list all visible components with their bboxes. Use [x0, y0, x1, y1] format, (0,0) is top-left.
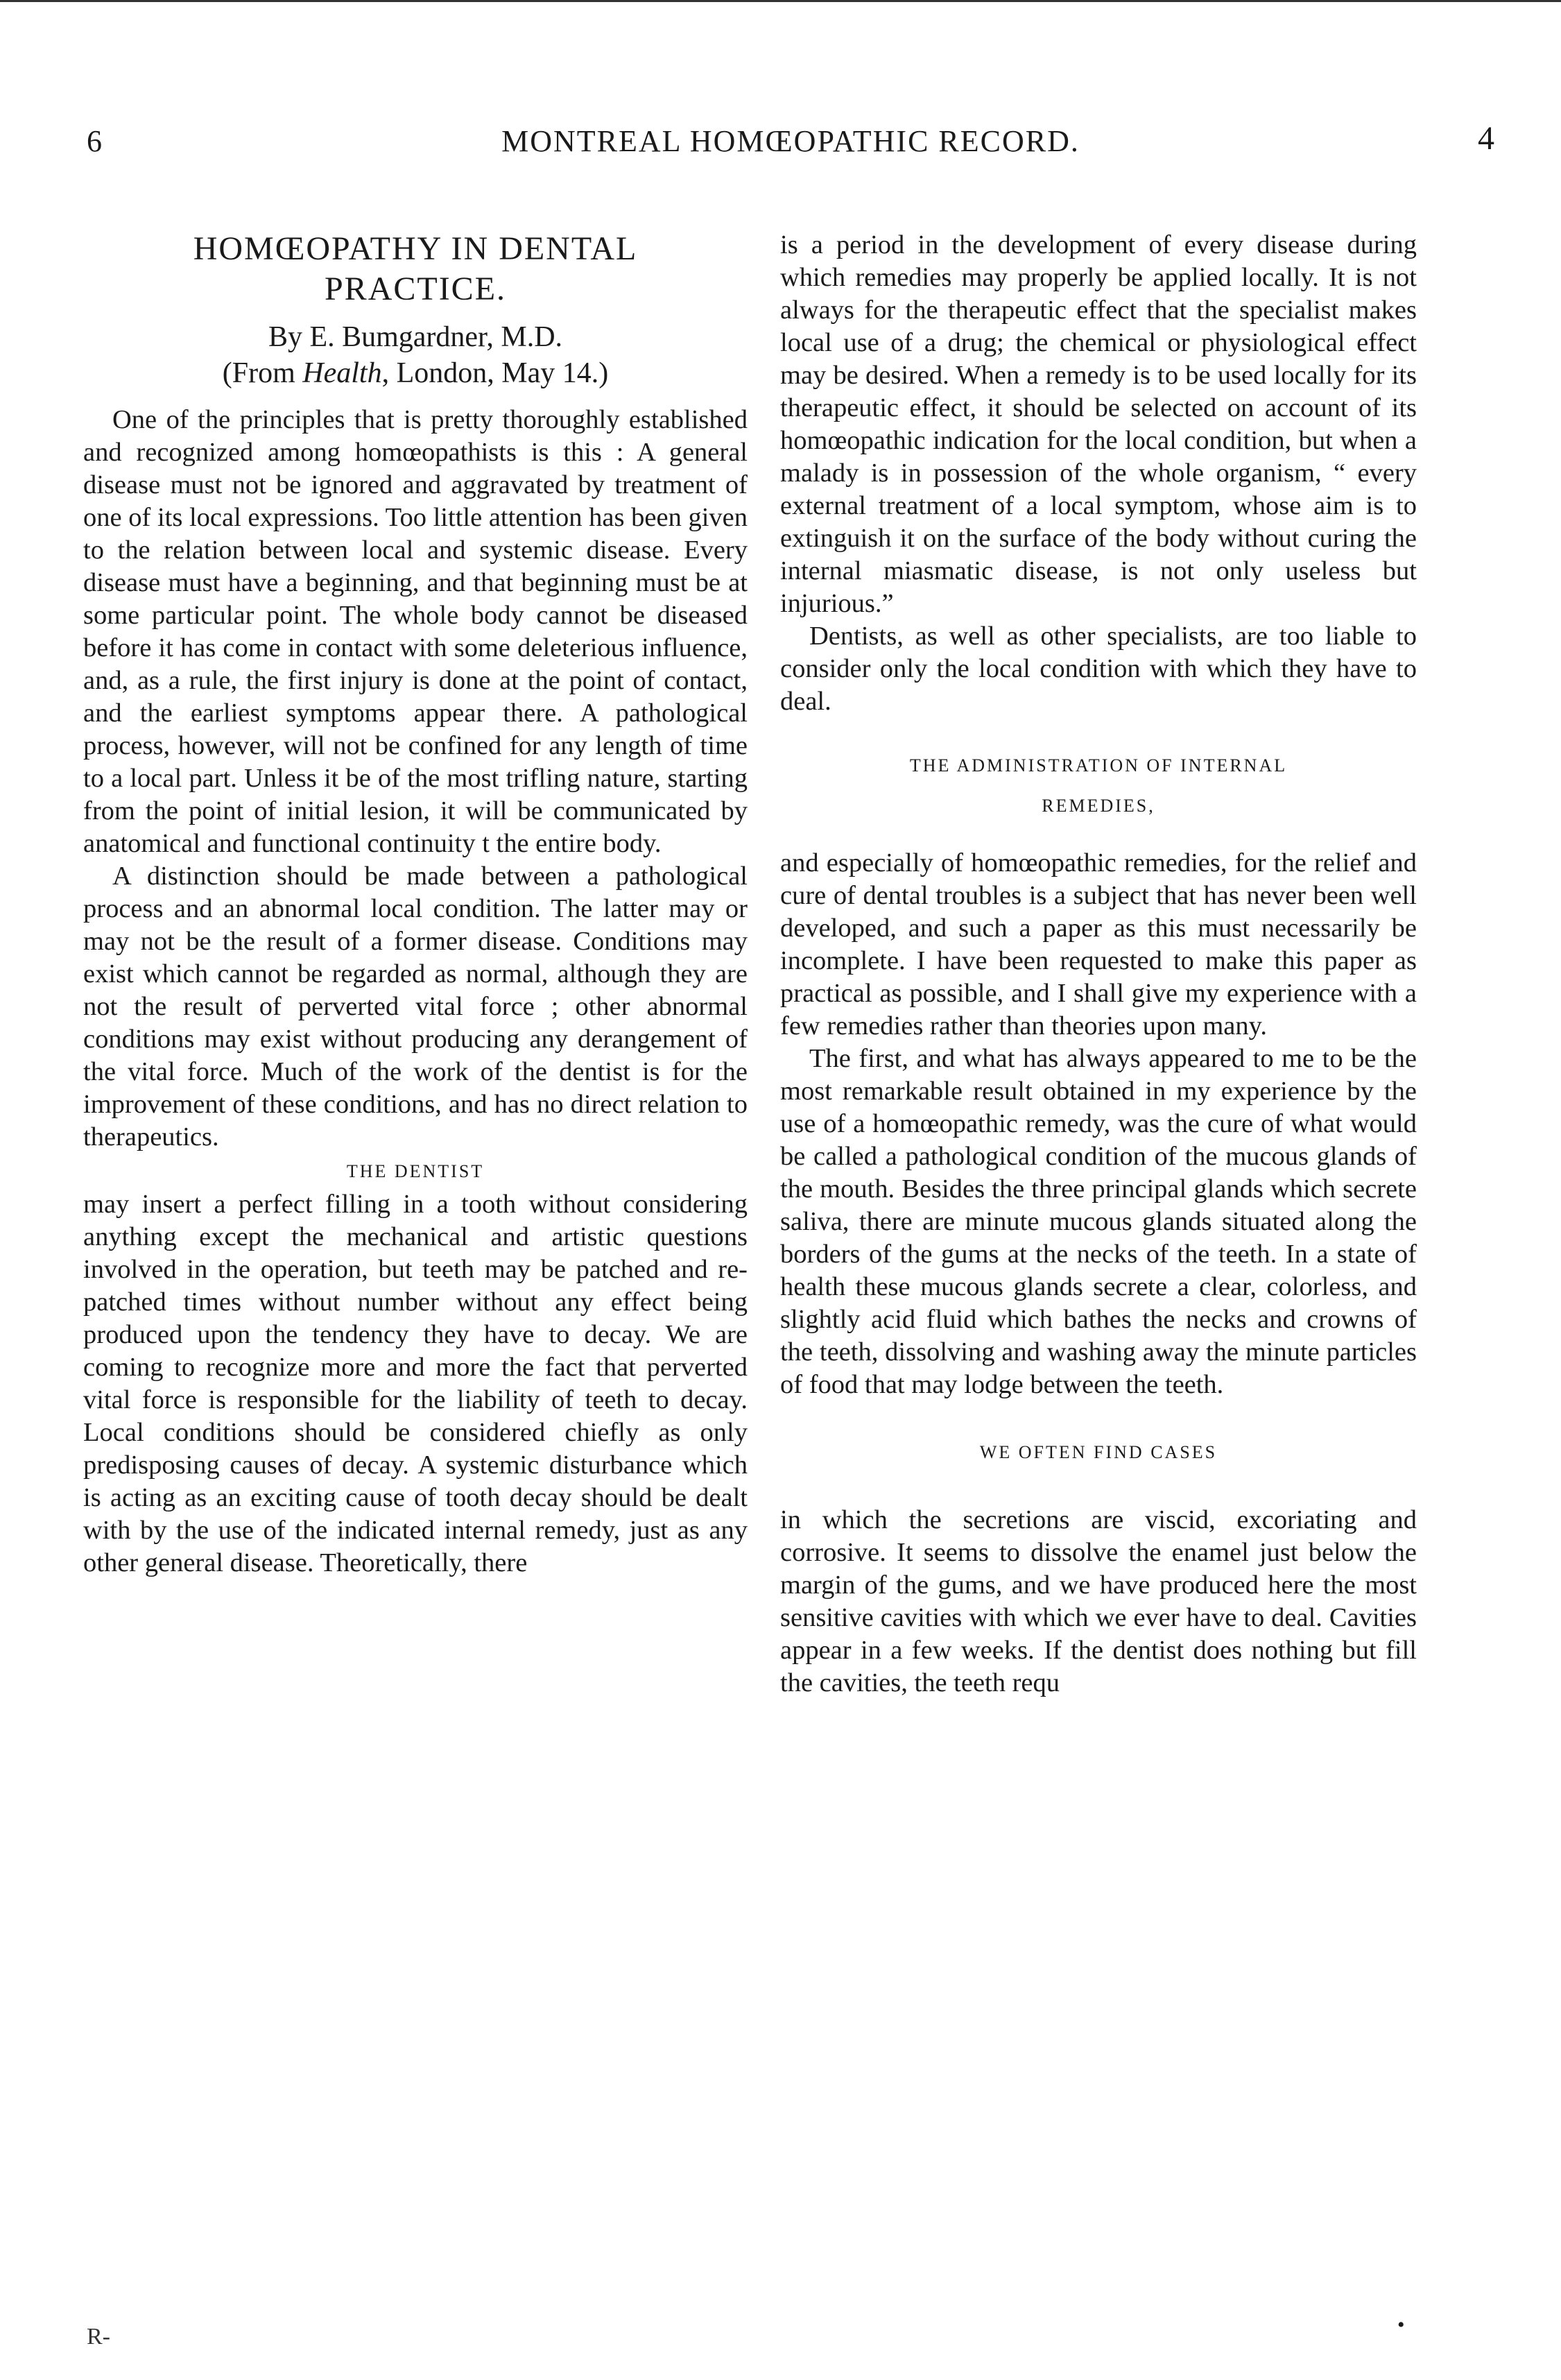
article-byline: By E. Bumgardner, M.D. [268, 321, 563, 353]
paragraph: in which the secretions are viscid, excoriating and corrosive. It seems to dissolve the enamel just below the margin of the gums, and we have produced here the most sensitive cavities with which we ever have to deal. Cavities appear in a few weeks. If the dentist does nothing but fill the cavities, the teeth requ [780, 1505, 1417, 1697]
paragraph: and especially of homœopathic remedies, for the relief and cure of dental troubles is a subject that has never been well developed, and such a paper as this must necessarily be incomplete. I have been requested to make this paper as practical as possible, and I shall give my experience with a few remedies rather than theories upon many. [780, 848, 1417, 1041]
left-column [83, 229, 748, 1579]
subhead-administration-line2: REMEDIES, [1042, 796, 1155, 816]
speck-mark: • [1397, 2313, 1405, 2336]
subhead-the-dentist: THE DENTIST [346, 1161, 485, 1181]
source-prefix: (From [222, 357, 303, 389]
source-suffix: , London, May 14.) [381, 357, 609, 389]
top-rule [0, 0, 1561, 2]
article-title [83, 229, 748, 309]
page-header [87, 120, 1494, 179]
paragraph: A distinction should be made between a pathological process and an abnormal local condition. The latter may or may not be the result of a former disease. Conditions may exist which cannot be regarded as normal, although they are not the result of perverted vital force ; other abnormal conditions may exist without producing any derangement of the vital force. Much of the work of the dentist is for the improvement of these conditions, and has no direct relation to therapeutics. [83, 862, 748, 1152]
source-journal: Health [302, 357, 382, 389]
right-column [780, 229, 1417, 1700]
paragraph: may insert a perfect filling in a tooth without considering anything except the mechanical and artistic questions involved in the operation, but teeth may be patched and re-patched times without number without any effect being produced upon the tendency they have to decay. We are coming to recognize more and more the fact that perverted vital force is responsible for the liability of teeth to decay. Local conditions should be considered chiefly as only predisposing causes of decay. A systemic disturbance which is acting as an exciting cause of tooth decay should be dealt with by the use of the indicated internal remedy, just as any other general disease. Theoretically, there [83, 1190, 748, 1577]
subhead-administration [808, 746, 1389, 826]
page-number: 6 [87, 124, 102, 158]
paragraph: The first, and what has always appeared to me to be the most remarkable result obtained in my experience by the use of a homœopathic remedy, was the cure of what would be called a pathological condition of the mucous glands of the mouth. Besides the three principal glands which secrete saliva, there are minute mucous glands situated along the borders of the gums at the necks of the teeth. In a state of health these mucous glands secrete a clear, colorless, and slightly acid fluid which bathes the necks and crowns of the teeth, dissolving and washing away the minute particles of food that may lodge between the teeth. [780, 1044, 1417, 1399]
article-title-line2: PRACTICE. [324, 271, 507, 307]
running-title: MONTREAL HOMŒOPATHIC RECORD. [501, 124, 1080, 158]
article-source [83, 355, 748, 391]
printer-mark: R- [87, 2324, 110, 2349]
corner-mark: 4 [1478, 120, 1494, 157]
subhead-administration-line1: THE ADMINISTRATION OF INTERNAL [909, 755, 1288, 776]
paragraph: is a period in the development of every disease during which remedies may properly be applied locally. It is not always for the therapeutic effect that the specialist makes local use of a drug; the chemical or physiological effect may be desired. When a remedy is to be used locally for its therapeutic effect, it should be selected on account of its homœopathic indication for the local condition, but when a malady is in possession of the whole organism, “ every external treatment of a local symptom, whose aim is to extinguish it on the surface of the body without curing the internal miasmatic disease, is not only useless but injurious.” [780, 230, 1417, 618]
article-title-line1: HOMŒOPATHY IN DENTAL [193, 230, 638, 267]
subhead-we-often-find-cases: WE OFTEN FIND CASES [979, 1442, 1218, 1462]
paragraph: One of the principles that is pretty thoroughly established and recognized among homœopathists is this : A general disease must not be ignored and aggravated by treatment of one of its local expressions. Too little attention has been given to the relation between local and systemic disease. Every disease must have a beginning, and that beginning must be at some particular point. The whole body cannot be diseased before it has come in contact with some deleterious influence, and, as a rule, the first injury is done at the point of contact, and the earliest symptoms appear there. A pathological process, however, will not be confined for any length of time to a local part. Unless it be of the most trifling nature, starting from the point of initial lesion, it will be communicated by anatomical and functional continuity t the entire body. [83, 405, 748, 858]
paragraph: Dentists, as well as other specialists, are too liable to consider only the local condition with which they have to deal. [780, 622, 1417, 716]
